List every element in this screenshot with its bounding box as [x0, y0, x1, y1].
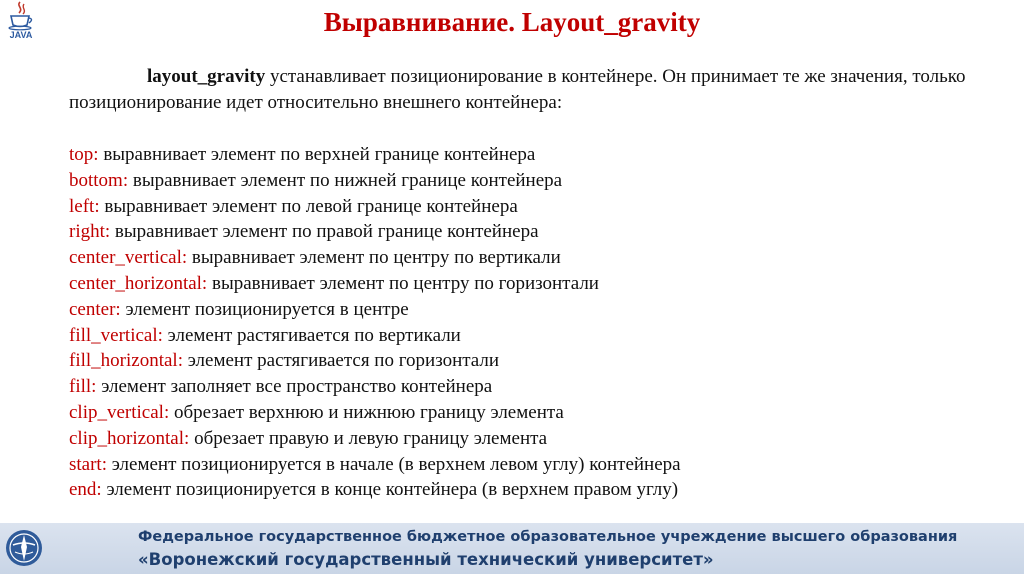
item-desc: элемент позиционируется в центре	[120, 298, 409, 320]
footer-institution-type: Федеральное государственное бюджетное образовательное учреждение высшего образования	[138, 529, 958, 545]
item-key: center_horizontal:	[69, 272, 208, 294]
list-item	[69, 426, 969, 452]
list-item	[69, 245, 969, 271]
footer-university-name: «Воронежский государственный технический университет»	[138, 550, 714, 569]
slide-title: Выравнивание. Layout_gravity	[323, 7, 701, 37]
list-item	[69, 168, 969, 194]
item-key: bottom:	[69, 169, 129, 191]
item-key: start:	[69, 453, 107, 475]
item-key: center:	[69, 298, 121, 320]
java-logo-text: JAVA	[9, 30, 33, 40]
list-item	[69, 297, 969, 323]
list-item	[69, 323, 969, 349]
intro-term: layout_gravity	[147, 66, 266, 87]
list-item	[69, 452, 969, 478]
item-desc: обрезает правую и левую границу элемента	[189, 427, 548, 449]
item-desc: элемент растягивается по горизонтали	[182, 350, 500, 372]
item-desc: выравнивает элемент по нижней границе контейнера	[128, 169, 563, 191]
item-key: fill_horizontal:	[69, 350, 183, 372]
item-desc: элемент позиционируется в конце контейнера (в верхнем правом углу)	[101, 479, 679, 501]
item-key: fill:	[69, 376, 97, 398]
list-item	[69, 477, 969, 503]
item-desc: элемент заполняет все пространство контейнера	[96, 376, 493, 398]
footer-banner	[0, 523, 1024, 574]
list-item	[69, 348, 969, 374]
item-key: right:	[69, 221, 111, 243]
item-desc: выравнивает элемент по верхней границе контейнера	[98, 144, 536, 165]
item-key: clip_horizontal:	[69, 427, 190, 449]
item-key: center_vertical:	[69, 247, 188, 269]
university-emblem-icon	[4, 525, 44, 571]
gravity-values-list	[69, 142, 969, 503]
list-item	[69, 219, 969, 245]
item-key: left:	[69, 195, 100, 217]
item-desc: выравнивает элемент по центру по горизонтали	[207, 272, 599, 294]
item-desc: выравнивает элемент по центру по вертикали	[187, 247, 561, 269]
item-key: fill_vertical:	[69, 324, 163, 346]
list-item	[69, 271, 969, 297]
list-item	[69, 142, 969, 168]
intro-text: устанавливает позиционирование в контейнере. Он принимает те же значения, только позиционирование идет относительно внешнего контейнера:	[69, 66, 966, 113]
item-key: clip_vertical:	[69, 401, 170, 423]
item-key: end:	[69, 479, 102, 501]
intro-paragraph	[69, 64, 969, 116]
item-desc: элемент растягивается по вертикали	[162, 324, 461, 346]
list-item	[69, 194, 969, 220]
list-item	[69, 374, 969, 400]
list-item	[69, 400, 969, 426]
item-desc: выравнивает элемент по правой границе контейнера	[110, 221, 539, 243]
item-desc: элемент позиционируется в начале (в верхнем левом углу) контейнера	[107, 453, 681, 475]
item-desc: обрезает верхнюю и нижнюю границу элемента	[169, 401, 564, 423]
item-key: top:	[69, 144, 99, 165]
item-desc: выравнивает элемент по левой границе контейнера	[99, 195, 518, 217]
